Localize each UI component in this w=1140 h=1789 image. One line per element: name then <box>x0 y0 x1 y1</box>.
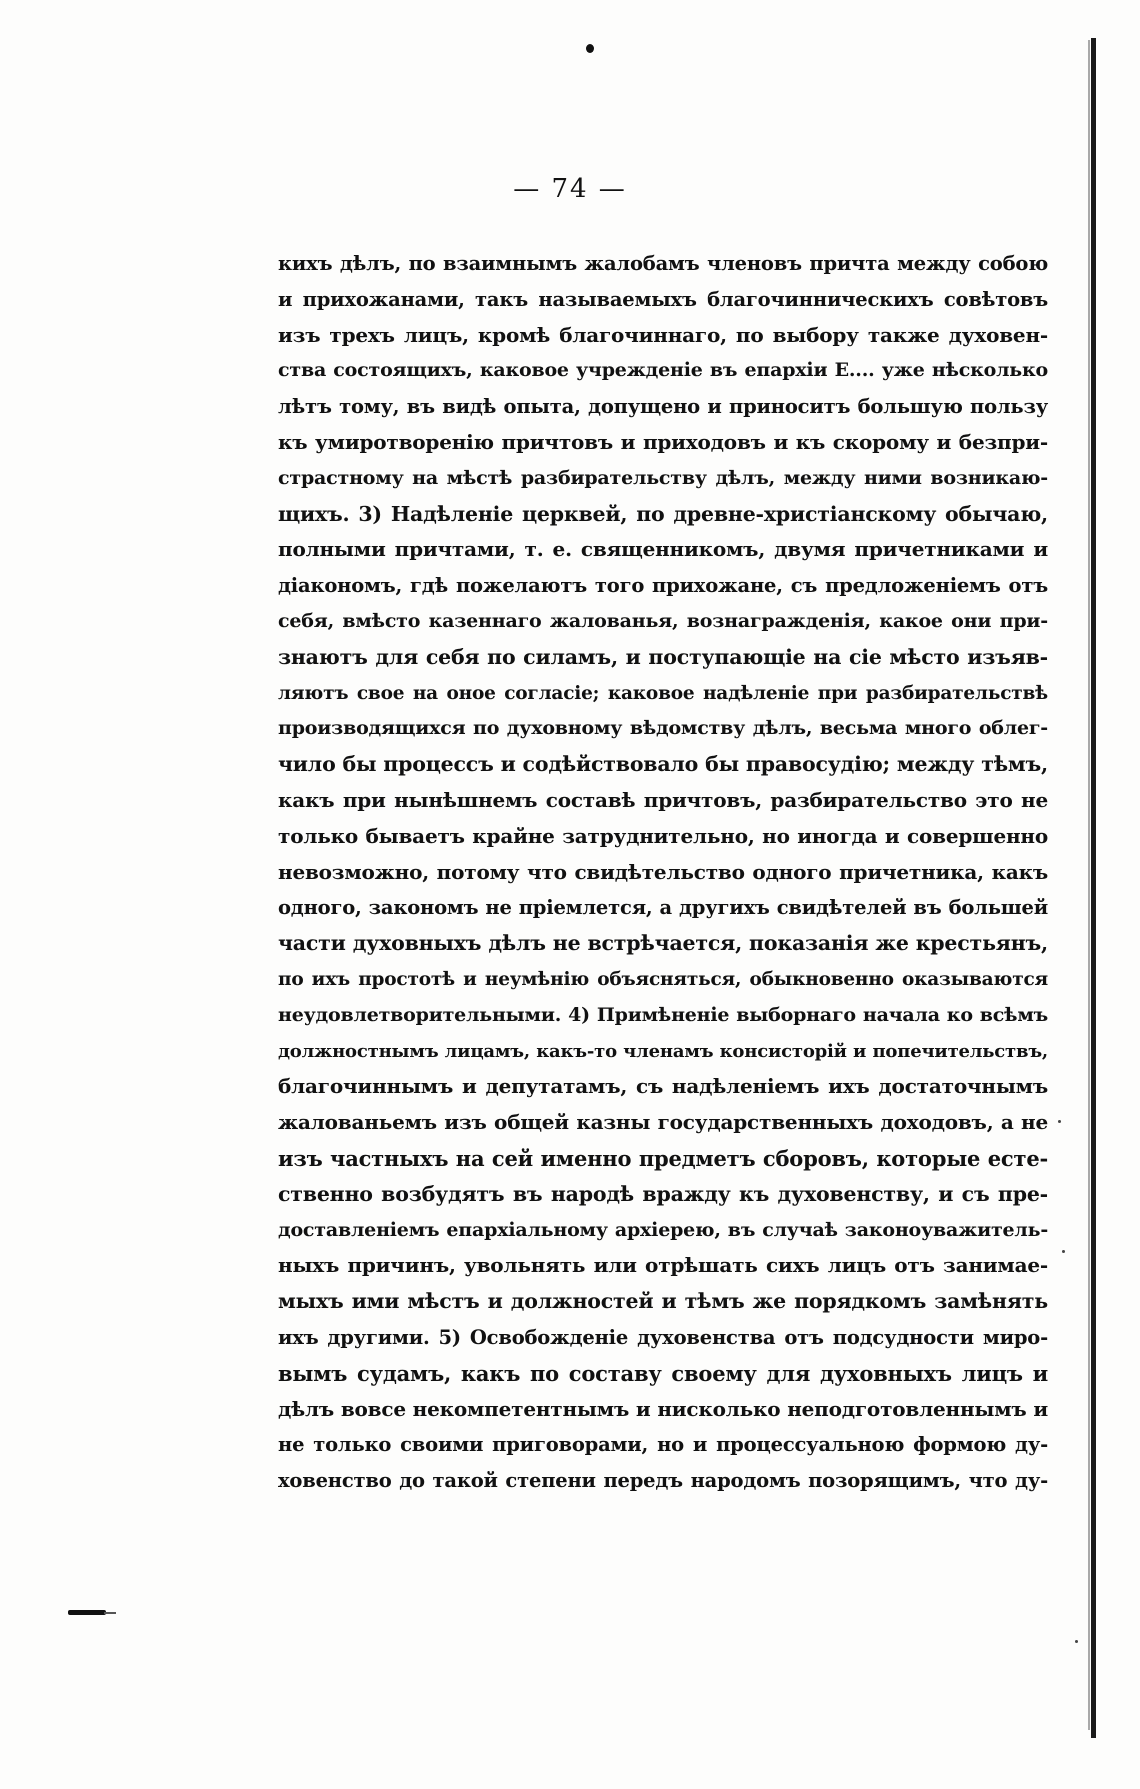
text-line: невозможно, потому что свидѣтельство одного причетника, какъ <box>278 859 1048 884</box>
text-line: неудовлетворительными. 4) Примѣненіе выборнаго начала ко всѣмъ <box>278 1003 1048 1026</box>
page-edge-bar <box>1091 38 1096 1738</box>
text-line: одного, закономъ не пріемлется, а другихъ свидѣтелей въ большей <box>278 896 1048 920</box>
text-line: ственно возбудятъ въ народѣ вражду къ духовенству, и съ пре- <box>278 1181 1048 1206</box>
text-line: производящихся по духовному вѣдомству дѣлъ, весьма много облег- <box>278 717 1048 740</box>
page-edge-shadow <box>1088 40 1090 1730</box>
text-line: доставленіемъ епархіальному архіерею, въ случаѣ законоуважитель- <box>278 1218 1048 1241</box>
text-line: какъ при нынѣшнемъ составѣ причтовъ, разбирательство это не <box>278 787 1048 812</box>
text-line: полными причтами, т. е. священникомъ, двумя причетниками и <box>278 537 1048 562</box>
scan-speck <box>1058 1120 1061 1123</box>
text-line: ихъ другими. 5) Освобожденіе духовенства отъ подсудности миро- <box>278 1325 1048 1349</box>
text-line: должностнымъ лицамъ, какъ-то членамъ консисторій и попечительствъ, <box>278 1040 1048 1062</box>
text-line: страстному на мѣстѣ разбирательству дѣлъ, между ними возникаю- <box>278 466 1048 489</box>
page-number: — 74 — <box>513 174 627 204</box>
margin-mark <box>68 1610 106 1615</box>
text-line: щихъ. 3) Надѣленіе церквей, по древне-христіанскому обычаю, <box>278 501 1048 526</box>
text-line: кихъ дѣлъ, по взаимнымъ жалобамъ членовъ причта между собою <box>278 252 1048 275</box>
text-line: вымъ судамъ, какъ по составу своему для духовныхъ лицъ и <box>278 1360 1048 1386</box>
text-line: къ умиротворенію причтовъ и приходовъ и къ скорому и безпри- <box>278 429 1048 454</box>
margin-mark-tail <box>104 1612 116 1614</box>
text-line: только бываетъ крайне затруднительно, но иногда и совершенно <box>278 823 1048 848</box>
scan-speck <box>1075 1640 1078 1643</box>
text-line: и прихожанами, такъ называемыхъ благочинническихъ совѣтовъ <box>278 287 1048 311</box>
text-line: жалованьемъ изъ общей казны государственныхъ доходовъ, а не <box>278 1110 1048 1135</box>
text-line: изъ частныхъ на сей именно предметъ сборовъ, которые есте- <box>278 1145 1048 1171</box>
text-line: знаютъ для себя по силамъ, и поступающіе на сіе мѣсто изъяв- <box>278 644 1048 669</box>
text-line: не только своими приговорами, но и процессуальною формою ду- <box>278 1433 1048 1457</box>
body-text <box>278 246 1048 1499</box>
text-line: лѣтъ тому, въ видѣ опыта, допущено и приноситъ большую пользу <box>278 395 1048 419</box>
text-line: ства состоящихъ, каковое учрежденіе въ епархіи Е.... уже нѣсколько <box>278 359 1048 382</box>
text-line: мыхъ ими мѣстъ и должностей и тѣмъ же порядкомъ замѣнять <box>278 1289 1048 1314</box>
text-line: по ихъ простотѣ и неумѣнію объясняться, обыкновенно оказываются <box>278 968 1048 990</box>
text-line: благочиннымъ и депутатамъ, съ надѣленіемъ ихъ достаточнымъ <box>278 1074 1048 1099</box>
text-line: изъ трехъ лицъ, кромѣ благочиннаго, по выбору также духовен- <box>278 322 1048 347</box>
text-line: ныхъ причинъ, увольнять или отрѣшать сихъ лицъ отъ занимае- <box>278 1253 1048 1278</box>
ink-dot <box>586 44 594 53</box>
text-line: ляютъ свое на оное согласіе; каковое надѣленіе при разбирательствѣ <box>278 682 1048 704</box>
text-line: части духовныхъ дѣлъ не встрѣчается, показанія же крестьянъ, <box>278 931 1048 956</box>
text-line: діакономъ, гдѣ пожелаютъ того прихожане, съ предложеніемъ отъ <box>278 574 1048 598</box>
scan-speck <box>1062 1250 1065 1253</box>
text-line: дѣлъ вовсе некомпетентнымъ и нисколько неподготовленнымъ и <box>278 1396 1048 1421</box>
text-line: себя, вмѣсто казеннаго жалованья, вознагражденія, какое они при- <box>278 609 1048 632</box>
text-line: чило бы процессъ и содѣйствовало бы правосудію; между тѣмъ, <box>278 752 1048 777</box>
text-line: ховенство до такой степени передъ народомъ позорящимъ, что ду- <box>278 1469 1048 1493</box>
